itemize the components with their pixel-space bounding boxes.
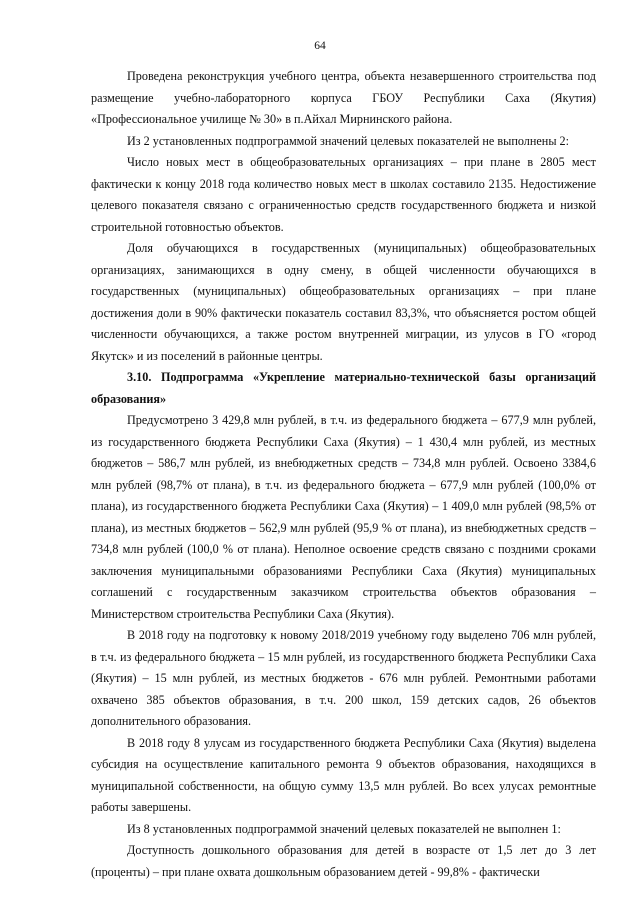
paragraph-funding: Предусмотрено 3 429,8 млн рублей, в т.ч. из федерального бюджета – 677,9 млн рублей, из государственного бюджета Республики Саха (Якутия) – 1 430,4 млн рублей, из местных бюджетов – 586,7 млн рублей, из внебюджетных средств – 734,8 млн рублей. Освоено 3384,6 млн рублей (98,7% от плана), в т.ч. из федерального бюджета – 677,9 млн рублей (100,0% от плана), из государственного бюджета Республики Саха (Якутия) – 1 409,0 млн рублей (98,5% от плана), из местных бюджетов – 562,9 млн рублей (95,9 % от плана), из внебюджетных средств – 734,8 млн рублей (100,0 % от плана). Неполное освоение средств связано с поздними сроками заключения муниципальными образованиями Республики Саха (Якутия) муниципальных соглашений с государственным заказчиком строительства объектов образования – Министерством строительства Республики Саха (Якутия). xyxy=(91,413,596,621)
paragraph-school-year-preparation: В 2018 году на подготовку к новому 2018/2019 учебному году выделено 706 млн рублей, в т.ч. из федерального бюджета – 15 млн рублей, из государственного бюджета Республики Саха (Якутия) – 15 млн рублей, из местных бюджетов - 676 млн рублей. Ремонтными работами охвачено 385 объектов образования, в т.ч. 200 школ, 159 детских садов, 26 объектов дополнительного образования. xyxy=(91,628,596,728)
paragraph-preschool-access: Доступность дошкольного образования для детей в возрасте от 1,5 лет до 3 лет (проценты) – при плане охвата дошкольным образованием детей - 99,8% - фактически xyxy=(91,843,596,879)
page-number: 64 xyxy=(314,40,326,52)
document-body xyxy=(91,66,596,883)
paragraph-indicator-not-met: Из 8 установленных подпрограммой значений целевых показателей не выполнен 1: xyxy=(127,821,561,836)
section-heading: 3.10. Подпрограмма «Укрепление материально-технической базы организаций образования» xyxy=(91,370,596,406)
paragraph-new-places: Число новых мест в общеобразовательных организациях – при плане в 2805 мест фактически к концу 2018 года количество новых мест в школах составило 2135. Недостижение целевого показателя связано с ограниченностью средств государственного бюджета и низкой строительной готовностью объектов. xyxy=(91,155,596,234)
paragraph-capital-repair-subsidy: В 2018 году 8 улусам из государственного бюджета Республики Саха (Якутия) выделена субсидия на осуществление капитального ремонта 9 объектов образования, находящихся в муниципальной собственности, на общую сумму 13,5 млн рублей. Во всех улусах ремонтные работы завершены. xyxy=(91,735,596,814)
paragraph-indicators-not-met: Из 2 установленных подпрограммой значений целевых показателей не выполнены 2: xyxy=(127,133,570,148)
paragraph-reconstruction: Проведена реконструкция учебного центра, объекта незавершенного строительства под размещение учебно-лабораторного корпуса ГБОУ Республики Саха (Якутия) «Профессиональное училище № 30» в п.Айхал Мирнинского района. xyxy=(91,69,596,126)
paragraph-single-shift-share: Доля обучающихся в государственных (муниципальных) общеобразовательных организациях, занимающихся в одну смену, в общей численности обучающихся в государственных (муниципальных) общеобразовательных организациях – при плане достижения доли в 90% фактически показатель составил 83,3%, что объясняется ростом общей численности обучающихся, а также ростом внутренней миграции, из улусов в ГО «город Якутск» и из поселений в районные центры. xyxy=(91,241,596,363)
